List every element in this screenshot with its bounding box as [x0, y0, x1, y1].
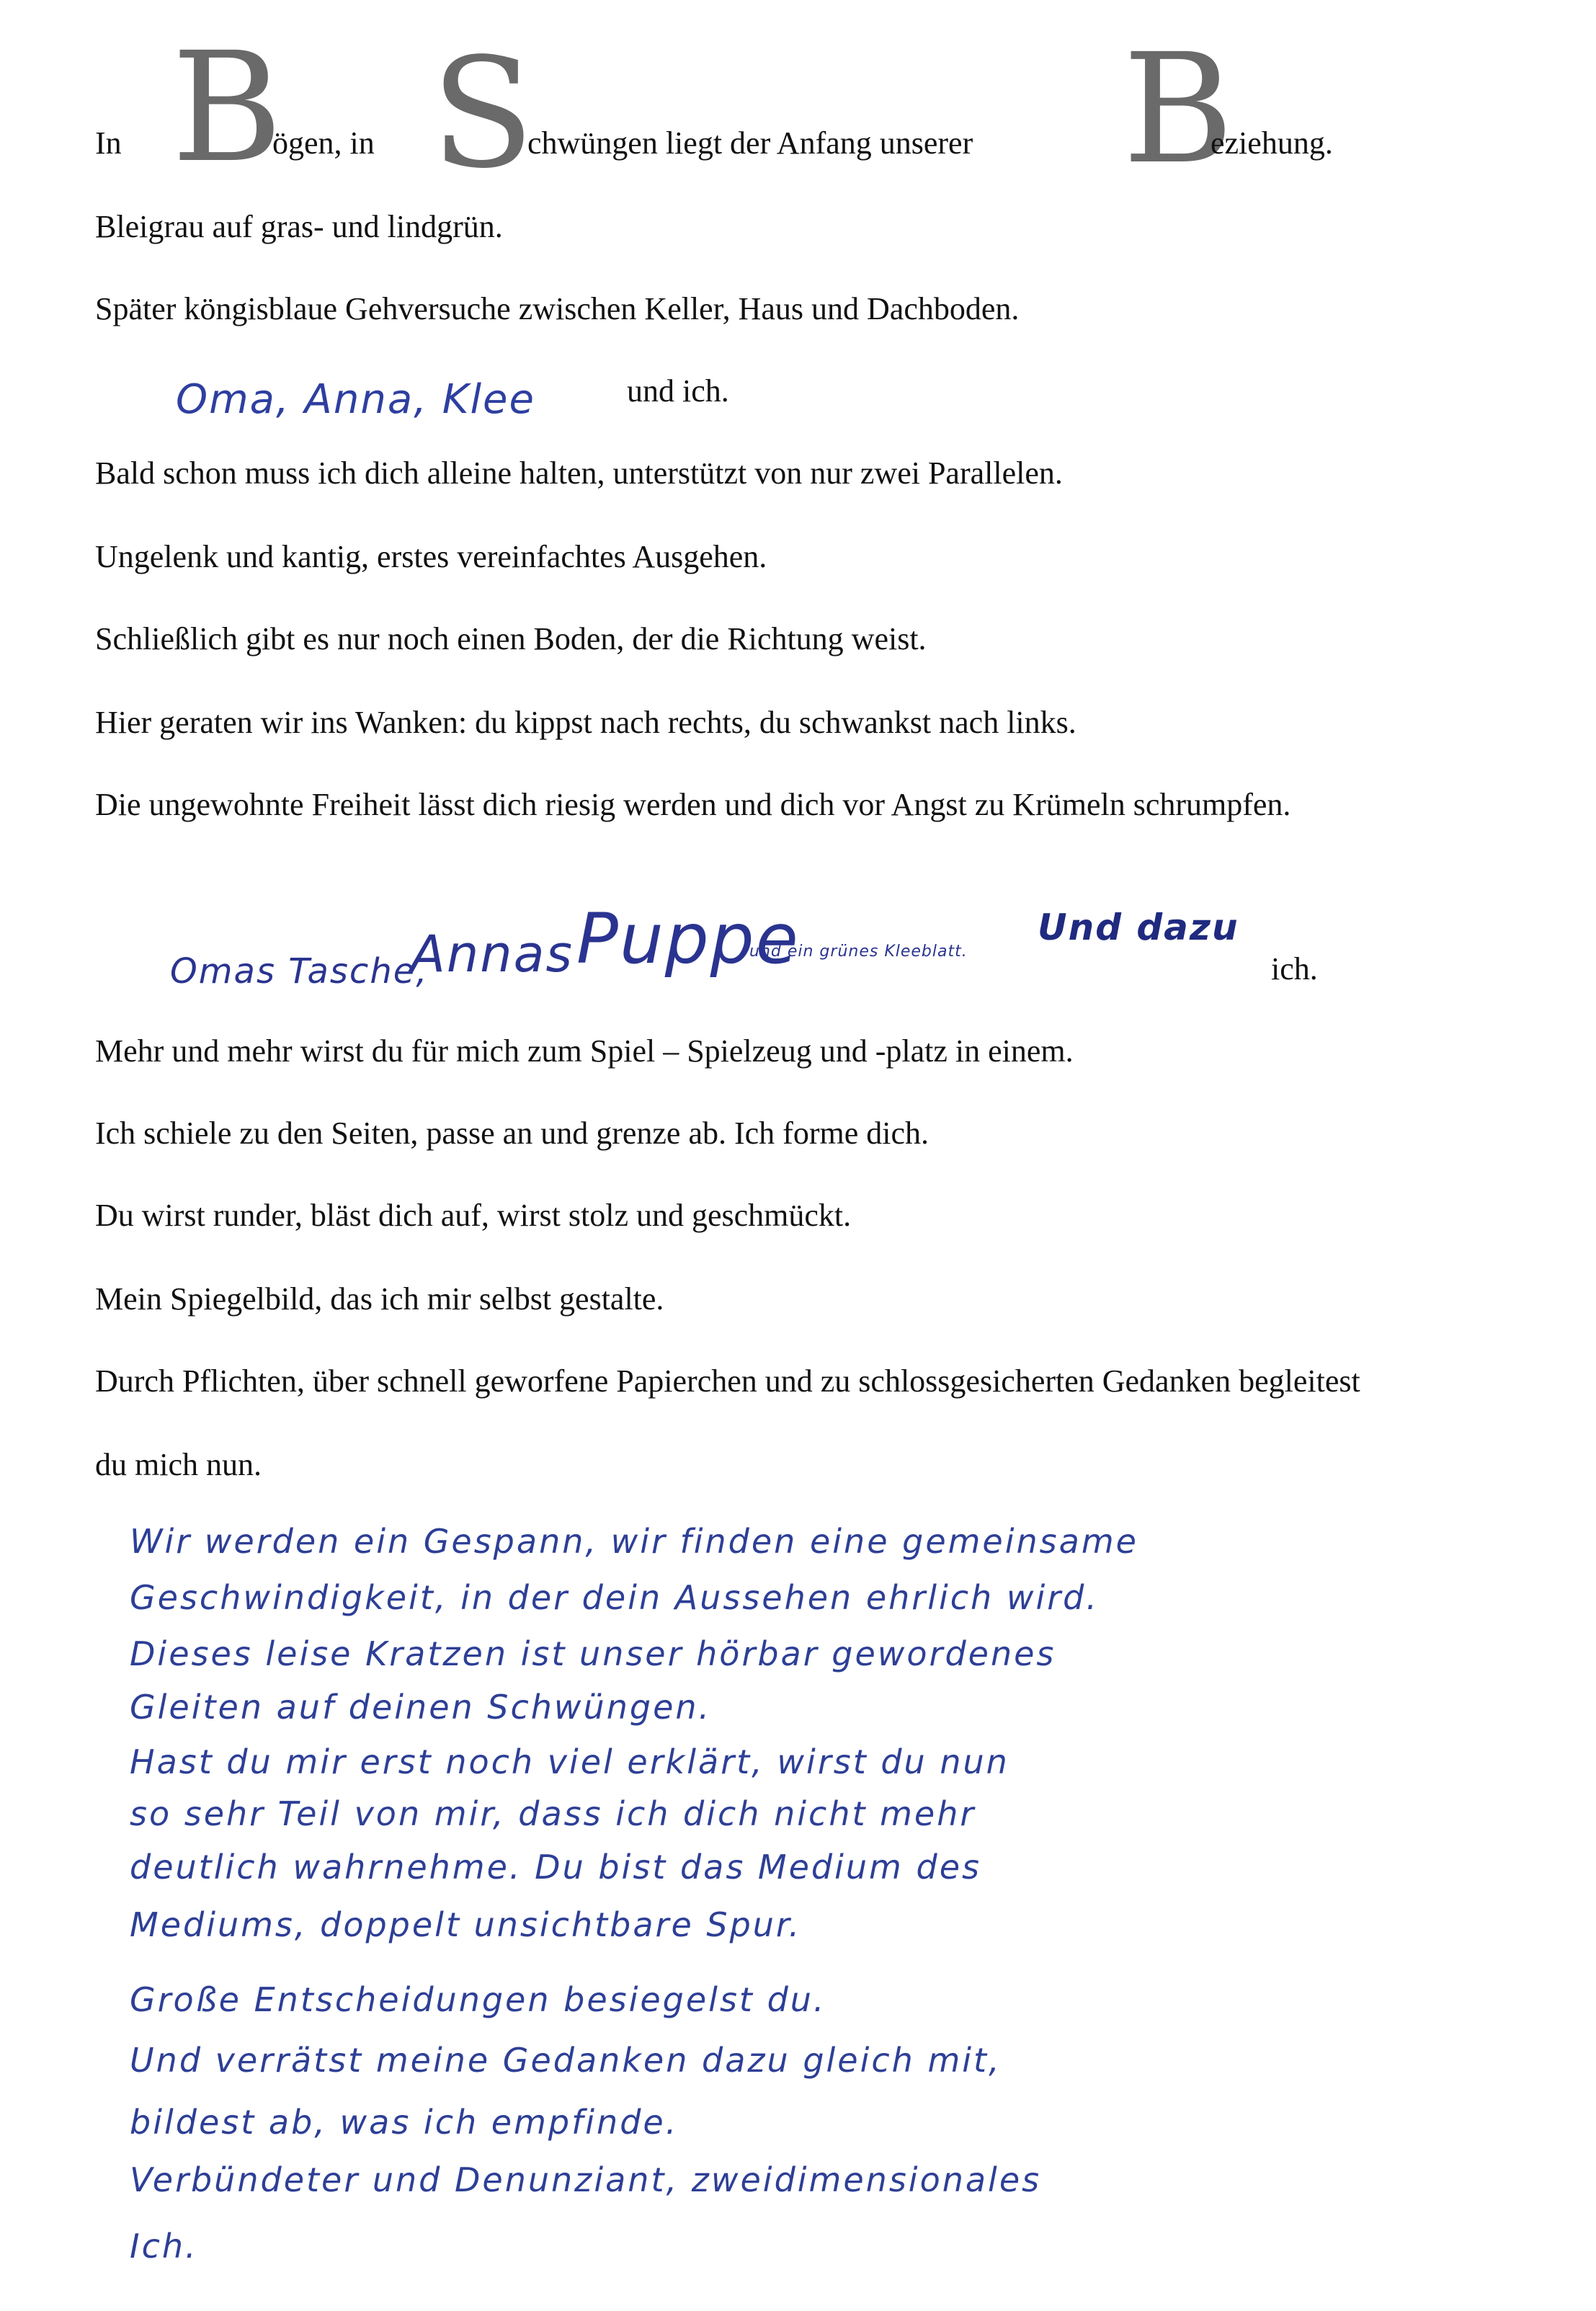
text-line-13: Du wirst runder, bläst dich auf, wirst stolz und geschmückt. [95, 1198, 852, 1233]
handwritten-line: Mediums, doppelt unsichtbare Spur. [130, 1905, 802, 1944]
handwritten-objects-2: Annas [411, 925, 574, 984]
text-line-9: Die ungewohnte Freiheit lässt dich riesig werden und dich vor Angst zu Krümeln schrumpfen. [95, 787, 1291, 822]
handwritten-objects-4: und ein grünes Kleeblatt. [749, 943, 968, 961]
handwritten-objects-5: Und dazu [1038, 907, 1239, 948]
text-line-1-start: In [95, 125, 122, 161]
handwritten-line: Dieses leise Kratzen ist unser hörbar gewordenes [130, 1634, 1056, 1673]
hand-drawn-letter-b-2: B [1123, 21, 1234, 197]
text-line-16: du mich nun. [95, 1447, 262, 1482]
handwritten-line: Ich. [130, 2227, 198, 2266]
text-line-3: Später köngisblaue Gehversuche zwischen Keller, Haus und Dachboden. [95, 291, 1020, 326]
text-line-1-end: eziehung. [1211, 125, 1333, 161]
handwritten-line: Verbündeter und Denunziant, zweidimensionales [130, 2160, 1042, 2199]
handwritten-objects-3: Puppe [576, 899, 800, 979]
text-line-8: Hier geraten wir ins Wanken: du kippst nach rechts, du schwankst nach links. [95, 705, 1076, 740]
handwritten-line: Hast du mir erst noch viel erklärt, wirst du nun [130, 1742, 1009, 1781]
handwritten-line: so sehr Teil von mir, dass ich dich nicht mehr [130, 1794, 976, 1833]
text-line-7: Schließlich gibt es nur noch einen Boden, der die Richtung weist. [95, 621, 927, 656]
hand-drawn-letter-s: S [431, 25, 535, 202]
handwritten-paragraph [115, 1493, 1138, 2293]
text-line-1-part-3: chwüngen liegt der Anfang unserer [527, 125, 973, 161]
handwritten-names: Oma, Anna, Klee [176, 376, 535, 423]
text-line-6: Ungelenk und kantig, erstes vereinfachtes Ausgehen. [95, 539, 767, 574]
text-line-14: Mein Spiegelbild, das ich mir selbst gestalte. [95, 1281, 664, 1317]
text-line-10-end: ich. [1271, 951, 1318, 987]
text-line-1-part-2: ögen, in [272, 125, 375, 161]
handwritten-line: bildest ab, was ich empfinde. [130, 2103, 679, 2142]
text-line-2: Bleigrau auf gras- und lindgrün. [95, 209, 503, 244]
text-line-5: Bald schon muss ich dich alleine halten, unterstützt von nur zwei Parallelen. [95, 455, 1063, 491]
handwritten-line: Gleiten auf deinen Schwüngen. [130, 1688, 712, 1727]
handwritten-line: deutlich wahrnehme. Du bist das Medium des [130, 1848, 981, 1887]
hand-drawn-letter-b: B [171, 19, 283, 196]
text-line-11: Mehr und mehr wirst du für mich zum Spiel – Spielzeug und -platz in einem. [95, 1033, 1074, 1069]
text-line-15: Durch Pflichten, über schnell geworfene Papierchen und zu schlossgesicherten Gedanken begleitest [95, 1363, 1360, 1399]
text-line-12: Ich schiele zu den Seiten, passe an und grenze ab. Ich forme dich. [95, 1116, 929, 1151]
handwritten-line: Wir werden ein Gespann, wir finden eine gemeinsame [130, 1522, 1138, 1561]
handwritten-line: Große Entscheidungen besiegelst du. [130, 1980, 826, 2019]
text-line-4-end: und ich. [627, 373, 729, 409]
handwritten-line: Und verrätst meine Gedanken dazu gleich mit, [130, 2041, 1002, 2080]
handwritten-objects-1: Omas Tasche, [170, 951, 429, 992]
handwritten-line: Geschwindigkeit, in der dein Aussehen ehrlich wird. [130, 1578, 1099, 1617]
